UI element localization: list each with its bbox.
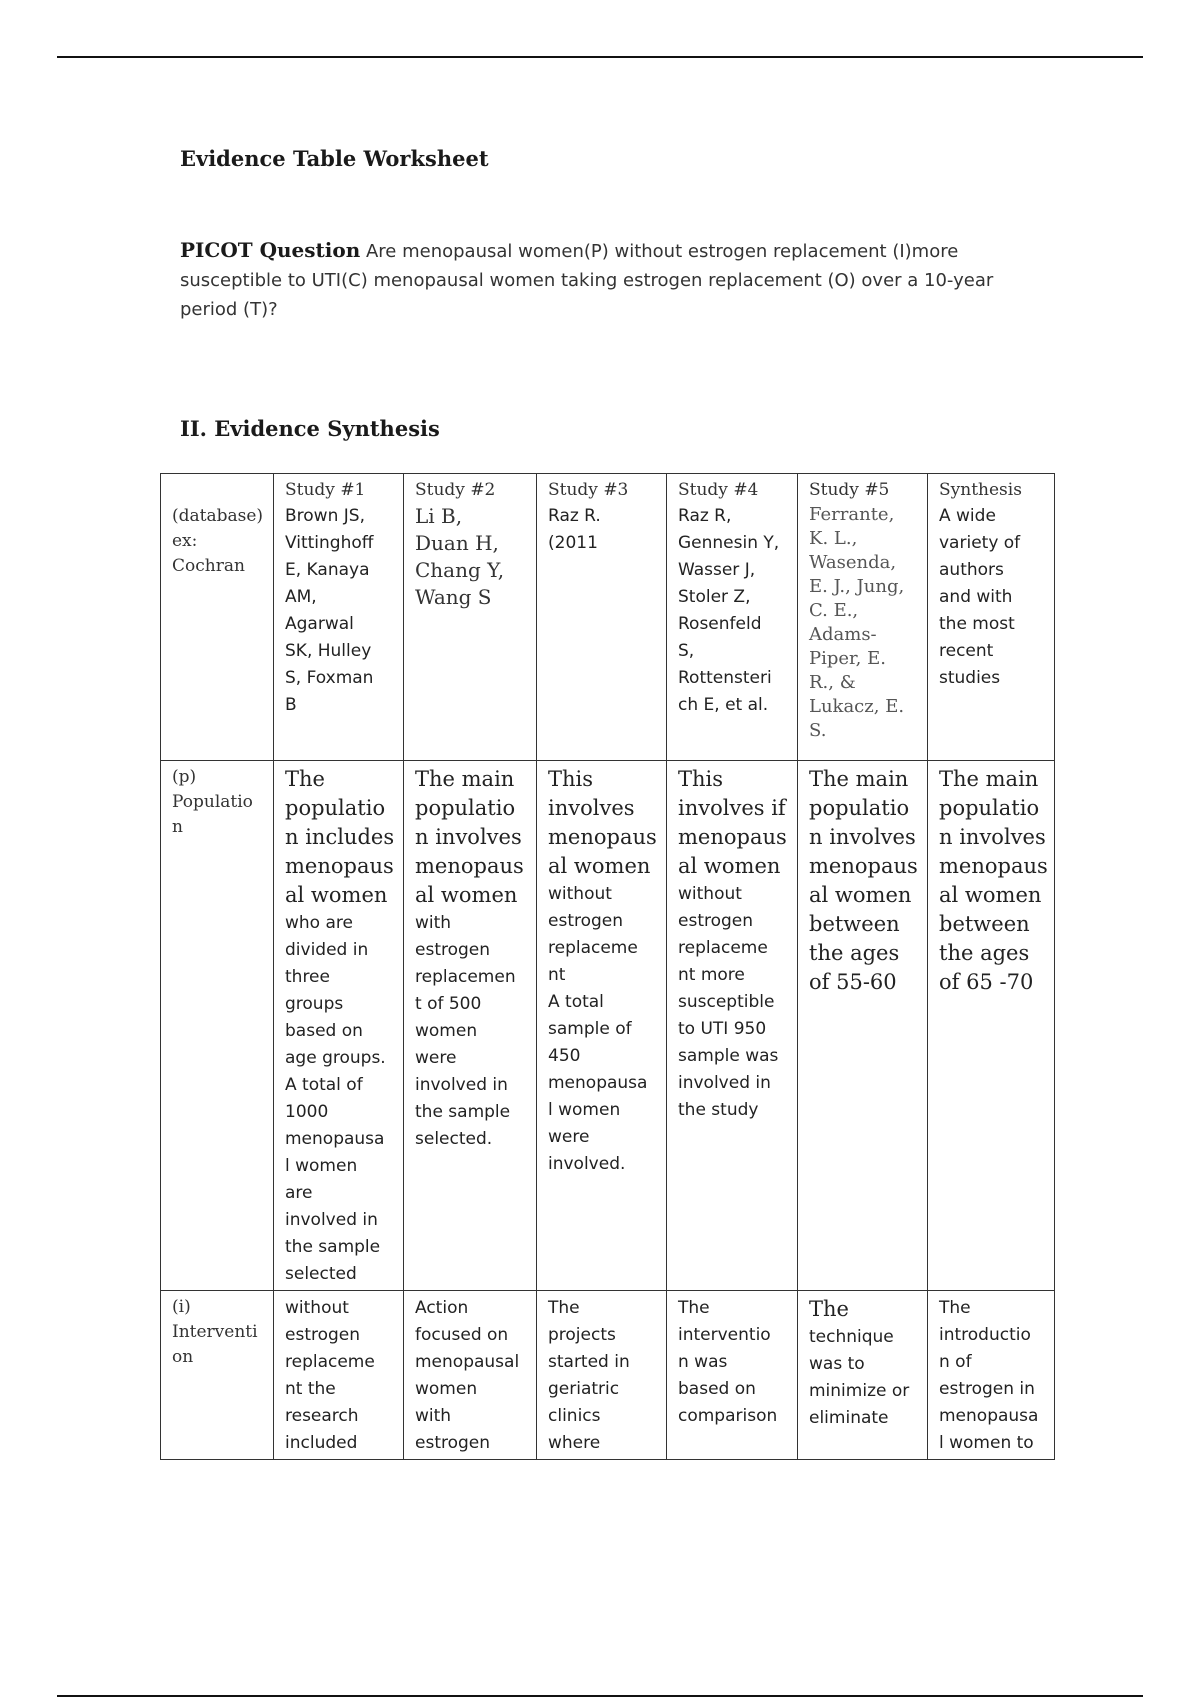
evidence-table [160,473,1055,1460]
table-row [161,1291,1055,1460]
row-label-population: (p) Populatio n [172,767,253,837]
table-row [161,474,1055,761]
table-cell [274,1291,404,1460]
row-label-database: (database) ex: Cochran [172,506,264,576]
table-cell [537,1291,667,1460]
picot-text: Are menopausal women(P) without estrogen replacement (I)more susceptible to UTI(C) menopausal women taking estrogen replacement (O) over a 10-year period (T)? [180,241,994,320]
intervention-study-3-text: The projects started in geriatric clinics where [548,1298,630,1453]
table-cell [928,474,1055,761]
section-title: II. Evidence Synthesis [180,416,440,441]
population-study-2-lead: The main populatio n involves menopaus al women [415,767,524,907]
study-1-authors: Brown JS, Vittinghoff E, Kanaya AM, Agarwal SK, Hulley S, Foxman B [285,506,374,715]
table-cell [161,1291,274,1460]
study-4-header: Study #4 [678,480,759,500]
table-cell [404,474,537,761]
synthesis-authors: A wide variety of authors and with the most recent studies [939,506,1021,688]
population-study-2-text: with estrogen replacemen t of 500 women were involved in the sample selected. [415,913,516,1149]
study-5-header: Study #5 [809,480,890,500]
population-study-4-text: without estrogen replaceme nt more susceptible to UTI 950 sample was involved in the study [678,884,779,1120]
table-cell [928,1291,1055,1460]
top-rule [57,56,1143,58]
table-cell [161,474,274,761]
intervention-study-2-text: Action focused on menopausal women with estrogen [415,1298,520,1453]
table-cell [537,761,667,1291]
table-cell [404,761,537,1291]
study-4-authors: Raz R, Gennesin Y, Wasser J, Stoler Z, Rosenfeld S, Rottensteri ch E, et al. [678,506,780,715]
document-title: Evidence Table Worksheet [180,146,489,171]
table-cell [667,474,798,761]
study-2-header: Study #2 [415,480,496,500]
table-cell [537,474,667,761]
table-cell [161,761,274,1291]
population-study-3-text: without estrogen replaceme nt A total sample of 450 menopausa l women were involved. [548,884,648,1174]
population-study-1-lead: The populatio n includes menopaus al women [285,767,395,907]
table-cell [404,1291,537,1460]
study-3-authors: Raz R. (2011 [548,506,601,553]
picot-question [180,236,1020,324]
table-cell [667,761,798,1291]
table-cell [928,761,1055,1291]
table-cell [667,1291,798,1460]
intervention-study-4-text: The interventio n was based on comparison [678,1298,778,1426]
table-cell [274,474,404,761]
table-cell [798,474,928,761]
study-1-header: Study #1 [285,480,366,500]
population-synthesis-text: The main populatio n involves menopaus al women between the ages of 65 -70 [939,767,1048,994]
study-3-header: Study #3 [548,480,629,500]
picot-label: PICOT Question [180,238,361,262]
synthesis-header: Synthesis [939,480,1022,500]
intervention-study-5-lead: The [809,1297,849,1321]
study-5-authors: Ferrante, K. L., Wasenda, E. J., Jung, C. E., Adams- Piper, E. R., & Lukacz, E. S. [809,504,905,741]
intervention-synthesis-text: The introductio n of estrogen in menopausa l women to [939,1298,1039,1453]
intervention-study-1-text: without estrogen replaceme nt the research included [285,1298,375,1453]
intervention-study-5-text: technique was to minimize or eliminate [809,1327,910,1428]
population-study-4-lead: This involves if menopaus al women [678,767,787,878]
study-2-authors: Li B, Duan H, Chang Y, Wang S [415,504,505,609]
bottom-rule [57,1695,1143,1697]
table-cell [274,761,404,1291]
table-row [161,761,1055,1291]
table-cell [798,1291,928,1460]
table-cell [798,761,928,1291]
population-study-3-lead: This involves menopaus al women [548,767,657,878]
row-label-intervention: (i) Interventi on [172,1297,258,1367]
population-study-1-text: who are divided in three groups based on age groups. A total of 1000 menopausa l women are involved in the sample selected [285,913,386,1284]
population-study-5-text: The main populatio n involves menopaus al women between the ages of 55-60 [809,767,918,994]
